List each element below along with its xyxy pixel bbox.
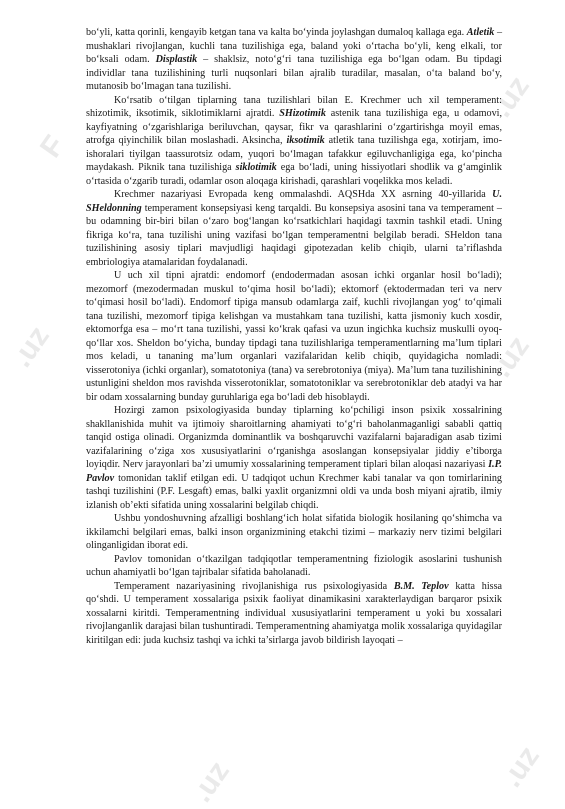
emphasis-term: Atletik (466, 27, 495, 38)
watermark: .uz (484, 70, 536, 124)
watermark: .uz (184, 755, 236, 809)
paragraph (86, 269, 502, 404)
text-run: temperament konsepsiyasi keng tarqaldi. Bu konsepsiya asosini tana va temperament – bu odamning bir-biri bilan o‘zaro bog‘langan ko‘rsatkichlari haqidagi taxmin tashkil etadi. Uning fikriga ko‘ra, tana tuzilishi uning vazifasi bo‘lgan temperamentni belgilab beradi. SHeldon tana tuzilishining asosiy tiplari mavjudligi haqidagi gipotezadan kelib chiqib, ularni ta’riflashda embriologiya atamalaridan foydalanadi. (86, 202, 502, 268)
emphasis-term: SHizotimik (279, 108, 326, 119)
bold-term (279, 108, 326, 119)
bold-term (286, 135, 324, 146)
text-run: tomonidan taklif etilgan edi. U tadqiqot uchun Krechmer kabi tanalar va qon tomirlarining tashqi tuzilishini (P.F. Lesgaft) emas, balki yaxlit organizmni oldi va unda bosh miyani ajratib, ilmiy izlanish ob’ekti sifatida uning xossalarini belgilab chiqdi. (86, 472, 502, 511)
text-run: astenik tana tuzilishiga ega, u odamovi, kayfiyatning o‘zgarishlariga beriluvchan, qaysar, fikr va qarashlarini o‘zgartirishga moyil emas, atrofga qiyinchilik bilan moslashadi. Aksincha, (86, 108, 502, 146)
emphasis-term: I.P. Pavlov (86, 459, 502, 484)
text-run: Ko‘rsatib o‘tilgan tiplarning tana tuzilishlari bilan E. Krechmer uch xil temperament: shizotimik, iksotimik, siklotimiklarni ajratdi. (86, 94, 502, 119)
text-run: katta hissa qo‘shdi. U temperament xossalariga psixik faoliyat dinamikasini xarakterlaydigan barqaror psixik xossalarni kiritdi. Temperamentning individual xususiyatlarini temperament u yoki bu xossalari rivojlanganlik darajasi bilan tushuntiradi. Temperamentning ahamiyatga molik xossalariga quyidagilar kiritilgan edi: juda kuchsiz tashqi va ichki ta’sirlarga javob bildirish layoqati – (86, 580, 503, 646)
paragraph (86, 580, 502, 648)
paragraph (86, 26, 502, 94)
text-run: Temperament nazariyasining rivojlanishiga rus psixologiyasida (114, 580, 394, 592)
text-run: ega bo‘ladi, uning hissiyotlari shodlik va g‘amginlik o‘rtasida o‘zgarib turadi, odamlar oson aloqaga kirishadi, qarashlari voqelikka mos keladi. (86, 162, 502, 187)
paragraph (86, 94, 502, 189)
paragraph (86, 512, 502, 553)
document-body (86, 26, 502, 647)
text-run: Hozirgi zamon psixologiyasida bunday tiplarning ko‘pchiligi inson psixik xossalrining shakllanishida muhit va ijtimoiy sharoitlarning ahamiyati to‘g‘ri baholanmaganligi sababli qattiq tanqid ostiga olinadi. Organizmda dominantlik va boshqaruvchi vazifalarni bajaradigan asab tizimi vazifalarining o‘ziga xos xususiyatlarini o‘rganishga asoslangan konsepsiyalar jiddiy e’tiborga loyiqdir. Nerv jarayonlari ba’zi umumiy xossalarining temperament tiplari bilan aloqasi nazariyasi (86, 405, 502, 470)
text-run: – mushaklari rivojlangan, kuchli tana tuzilishiga ega, baland yoki o‘rtacha bo‘yli, keng elkali, tor bo‘ksali odam. (86, 27, 503, 65)
text-run: bo‘yli, katta qorinli, kengayib ketgan tana va kalta bo‘yinda joylashgan dumaloq kallaga ega. (86, 27, 467, 38)
text-run: Ushbu yondoshuvning afzalligi boshlang‘ich holat sifatida biologik hosilaning qo‘shimcha va ikkilamchi belgilari emas, balki inson organizmining etakchi tizimi – markaziy nerv tizimi belgilari olinganligidan iborat edi. (86, 513, 502, 551)
paragraph (86, 188, 502, 269)
paragraph (86, 553, 502, 580)
text-run: atletik tana tuzilishga ega, xotirjam, imo-ishoralari tiyilgan taassurotsiz odam, yuqori bo‘lmagan tafakkur egiluvchanligiga ega, ko‘pincha maydakash. Piknik tana tuzilishiga (86, 135, 502, 173)
text-run: Krechmer nazariyasi Evropada keng ommalashdi. AQSHda XX asrning 40-yillarida (114, 189, 493, 200)
emphasis-term: B.M. Teplov (393, 580, 449, 592)
text-run: U uch xil tipni ajratdi: endomorf (endodermadan asosan ichki organlar hosil bo‘ladi); mezomorf (mezodermadan muskul to‘qima hosil bo‘ladi); ektomorf (ektodermadan teri va nerv to‘qimasi hosil bo‘ladi). Endomorf tipiga mansub odamlarga zaif, kuchli rivojlangan yog‘ to‘qimali tana tuzilishi, mezomorf tipiga kelishgan va mustahkam tana tuzilishi, katta jismoniy kuch xosdir, ektomorfga esa – mo‘rt tana tuzilishi, yassi ko‘krak qafasi va uzun ingichka kuchsiz muskulli oyoq-qo‘llar xos. Sheldon bo‘yicha, bunday tipdagi tana tuzilishlariga temperamentlarning ma’lum tiplari mos keladi, u tananing ma’lum organlari vazifalaridan kelib chiqib, quyidagicha nomladi: visserotoniya (ichki organlar), somatotoniya (tana) va serebrotoniya (miya). Ma’lum tana tuzilishining ustunligini sheldon mos ravishda visserotoniklar, somatotoniklar va serebrotoniklar deb atadyi va har bir odam xossalarning bunday guruhlariga ega bo‘ladi deb hisoblaydi. (86, 270, 502, 403)
emphasis-term: U. SHeldonning (86, 189, 502, 214)
bold-term (156, 54, 198, 65)
bold-term (467, 27, 495, 38)
emphasis-term: siklotimik (235, 162, 277, 173)
text-run: – shaklsiz, noto‘g‘ri tana tuzilishiga ega bo‘lgan odam. Bu tipdagi individlar tana tuzilishining turli nuqsonlari bilan ajralib turadilar, masalan, o‘ta baland bo‘y, mutanosib bo‘lmagan tana tuzilishi. (86, 54, 502, 92)
bold-term (236, 162, 277, 173)
watermark: .uz (484, 330, 536, 384)
watermark-partial: F (33, 129, 72, 164)
bold-term (394, 581, 449, 592)
emphasis-term: iksotimik (286, 135, 325, 146)
paragraph (86, 404, 502, 512)
watermark: .uz (4, 320, 56, 374)
emphasis-term: Displastik (155, 54, 198, 65)
text-run: Pavlov tomonidan o‘tkazilgan tadqiqotlar temperamentning fiziologik asoslarini tushunish uchun ahamiyatli bo‘lgan tajribalar sifatida baholanadi. (86, 553, 502, 578)
watermark: .uz (494, 740, 546, 794)
